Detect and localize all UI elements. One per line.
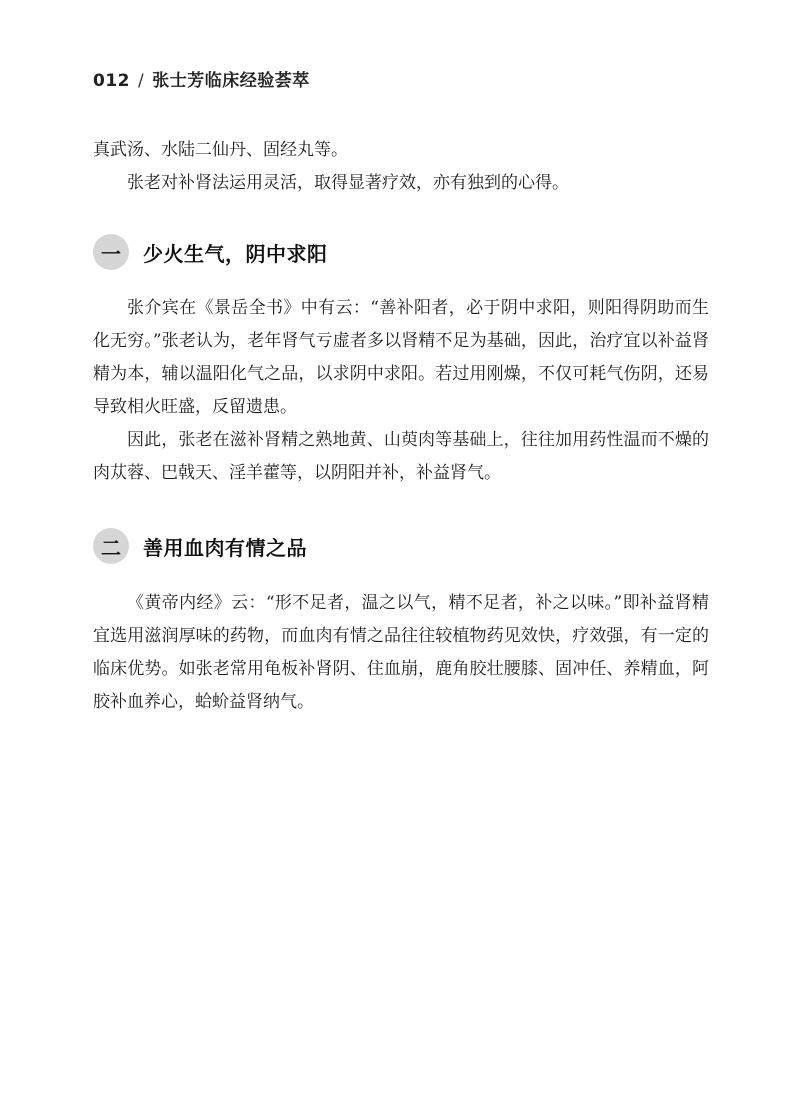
section-2-text <box>93 587 709 719</box>
section-1-paragraph-2: 因此，张老在滋补肾精之熟地黄、山萸肉等基础上，往往加用药性温而不燥的肉苁蓉、巴戟天、淫羊藿等，以阴阳并补，补益肾气。 <box>93 430 709 483</box>
intro-text <box>93 134 709 200</box>
intro-paragraph-1: 真武汤、水陆二仙丹、固经丸等。 <box>93 140 348 160</box>
section-number-badge: 二 <box>93 528 129 564</box>
header-separator: / <box>138 71 145 91</box>
section-title: 少火生气，阴中求阳 <box>143 241 328 266</box>
book-title: 张士芳临床经验荟萃 <box>152 71 310 91</box>
running-header <box>93 66 310 91</box>
section-title: 善用血肉有情之品 <box>143 535 307 560</box>
section-heading-1 <box>93 234 328 270</box>
section-1-paragraph-1: 张介宾在《景岳全书》中有云：“善补阳者，必于阴中求阳，则阳得阴助而生化无穷。”张老认为，老年肾气亏虚者多以肾精不足为基础，因此，治疗宜以补益肾精为本，辅以温阳化气之品，以求阴中求阳。若过用刚燥，不仅可耗气伤阴，还易导致相火旺盛，反留遗患。 <box>93 298 709 417</box>
page-number: 012 <box>93 71 130 91</box>
intro-paragraph-2: 张老对补肾法运用灵活，取得显著疗效，亦有独到的心得。 <box>127 173 569 193</box>
section-1-text <box>93 292 709 490</box>
section-number-badge: 一 <box>93 234 129 270</box>
section-heading-2 <box>93 528 307 564</box>
section-2-paragraph-1: 《黄帝内经》云：“形不足者，温之以气，精不足者，补之以味。”即补益肾精宜选用滋润厚味的药物，而血肉有情之品往往较植物药见效快，疗效强，有一定的临床优势。如张老常用龟板补肾阴、住血崩，鹿角胶壮腰膝、固冲任、养精血，阿胶补血养心，蛤蚧益肾纳气。 <box>93 593 709 712</box>
